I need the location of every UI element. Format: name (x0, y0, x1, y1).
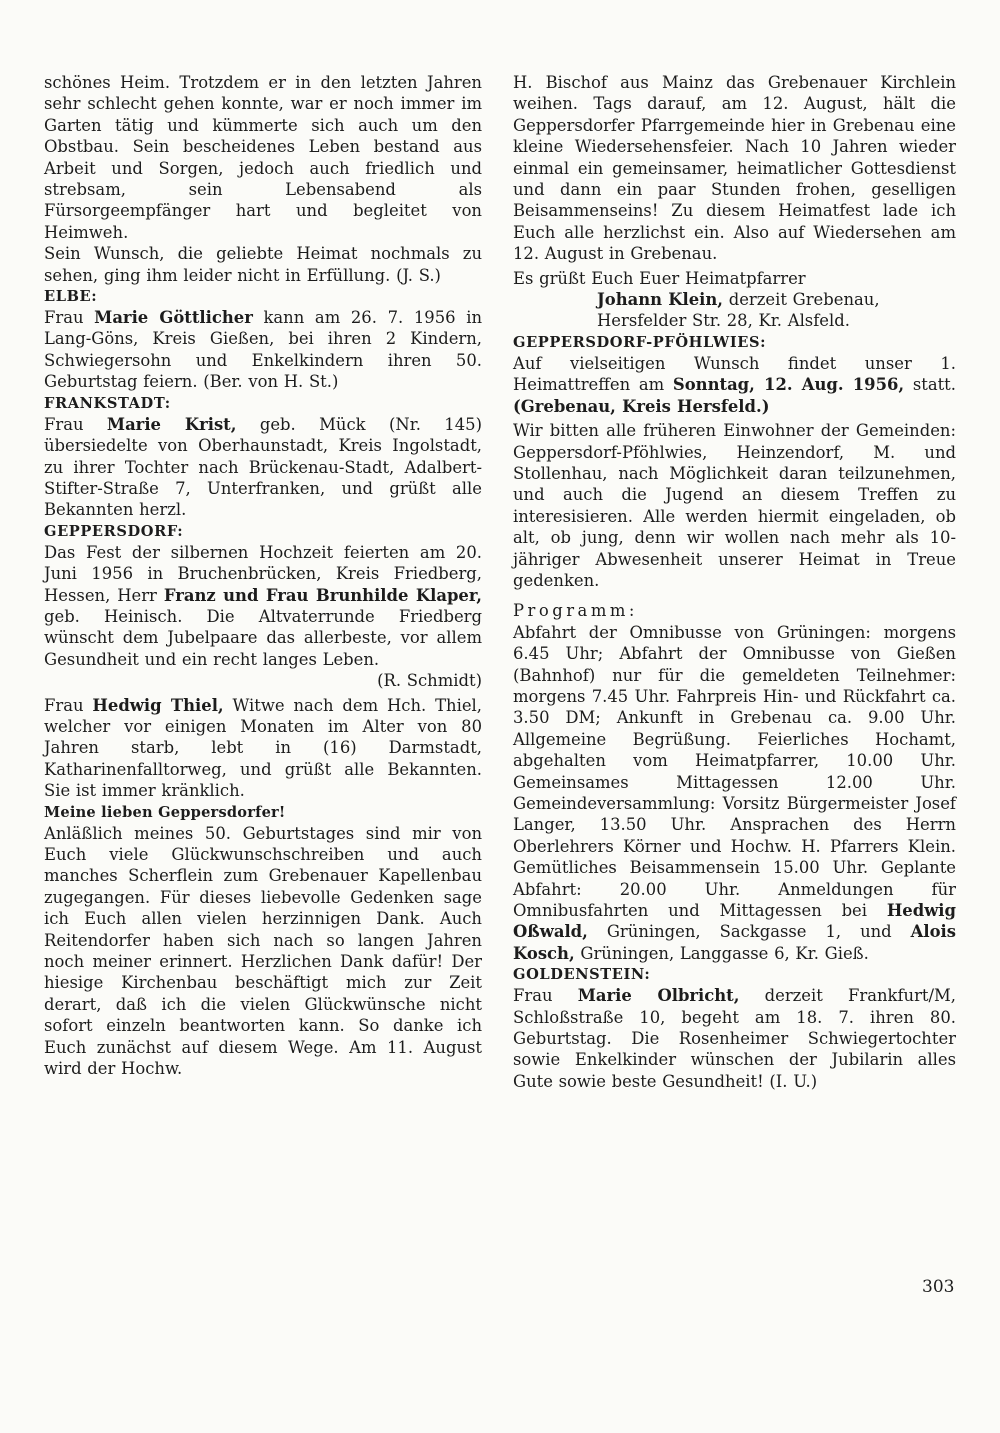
section-heading-goldenstein: GOLDENSTEIN: (513, 966, 651, 984)
text-run: Auf vielseitigen Wunsch findet unser 1. Heimattreffen am (513, 353, 956, 395)
text-run: Grüningen, Sackgasse 1, und (587, 922, 911, 942)
bold-name: Hedwig Oßwald, (513, 901, 956, 942)
letter-paragraph (44, 823, 482, 1080)
text-run: geb. Heinisch. Die Altvaterrunde Friedberg wünscht dem Jubelpaare das allerbeste, vor allem Gesundheit und ein recht langes Leben. (44, 606, 482, 669)
letter-continuation-paragraph (513, 72, 956, 265)
section-heading-geppersdorf-pfoehlwies: GEPPERSDORF-PFÖHLWIES: (513, 333, 767, 351)
invitation-paragraph (513, 420, 956, 591)
text-run: Wir bitten alle früheren Einwohner der Gemeinden: Geppersdorf-Pföhlwies, Heinzendorf, M. und Stollenhau, nach Möglichkeit daran teilzunehmen, und auch die Jugend an diesem Treffen zu interesisieren. Alle werden hiermit eingeladen, ob alt, ob jung, denn wir wollen nach mehr als 10-jähriger Abwesenheit unserer Heimat in Treue gedenken. (513, 421, 956, 590)
text-run: Es grüßt Euch Euer Heimatpfarrer (513, 268, 806, 288)
goldenstein-paragraph (513, 985, 956, 1092)
text-run: Frau (44, 695, 93, 715)
section-heading-elbe: ELBE: (44, 288, 98, 306)
text-run: Das Fest der silbernen Hochzeit feierten am 20. Juni 1956 in Bruchenbrücken, Kreis Friedberg, Hessen, Herr (44, 542, 482, 605)
signature-klein (513, 289, 956, 310)
text-run: Abfahrt der Omnibusse von Grüningen: morgens 6.45 Uhr; Abfahrt der Omnibusse von Gießen (Bahnhof) nur für die gemeldeten Teilnehmer: morgens 7.45 Uhr. Fahrpreis Hin- und Rückfahrt ca. 3.50 DM; Ankunft in Grebenau ca. 9.00 Uhr. Allgemeine Begrüßung. Feierliches Hochamt, abgehalten vom Heimatpfarrer, 10.00 Uhr. Gemeinsames Mittagessen 12.00 Uhr. Gemeindeversammlung: Vorsitz Bürgermeister Josef Langer, 13.50 Uhr. Ansprachen des Herrn Oberlehrers Körner und Hochw. H. Pfarrers Klein. Gemütliches Beisammensein 15.00 Uhr. Geplante Abfahrt: 20.00 Uhr. Anmeldungen für Omnibusfahrten und Mittagessen bei (513, 622, 956, 921)
text-run: schönes Heim. Trotzdem er in den letzten Jahren sehr schlecht gehen konnte, war er noch immer im Garten tätig und kümmerte sich auch um den Obstbau. Sein bescheidenes Leben bestand aus Arbeit und Sorgen, jedoch auch friedlich und strebsam, sein Lebensabend als Fürsorgeempfänger hart und begleitet von Heimweh. (44, 73, 482, 242)
obituary-paragraph (44, 72, 482, 243)
text-run: Sein Wunsch, die geliebte Heimat nochmals zu sehen, ging ihm leider nicht in Erfüllung. (J. S.) (44, 244, 482, 285)
hedwig-thiel-paragraph (44, 695, 482, 802)
signature-schmidt: (R. Schmidt) (377, 671, 482, 691)
text-run: Grüningen, Langgasse 6, Kr. Gieß. (574, 943, 869, 963)
section-heading-frankstadt: FRANKSTADT: (44, 394, 171, 412)
bold-name: Marie Krist, (106, 414, 237, 434)
text-run: kann am 26. 7. 1956 in Lang-Göns, Kreis Gießen, bei ihren 2 Kindern, Schwiegersohn und Enkelkindern ihren 50. Geburtstag feiern. (Ber. von H. St.) (44, 308, 482, 392)
bold-name: Alois Kosch, (513, 922, 956, 963)
frankstadt-paragraph (44, 414, 482, 521)
bold-name: Hedwig Thiel, (92, 695, 224, 715)
bold-name: Sonntag, 12. Aug. 1956, (672, 375, 905, 395)
page-number: 303 (922, 1277, 955, 1297)
greeting-line (513, 268, 956, 289)
bold-name: Marie Olbricht, (577, 986, 740, 1006)
bold-name: Johann Klein, (597, 290, 724, 310)
letter-heading: Meine lieben Geppersdorfer! (44, 803, 286, 821)
program-label: Programm: (513, 601, 638, 621)
section-heading-geppersdorf: GEPPERSDORF: (44, 522, 184, 540)
text-run: H. Bischof aus Mainz das Grebenauer Kirchlein weihen. Tags darauf, am 12. August, hält die Geppersdorfer Pfarrgemeinde hier in Grebenau eine kleine Wiedersehensfeier. Nach 10 Jahren wieder einmal ein gemeinsamer, heimatlicher Gottesdienst und dann ein paar Stunden frohen, geselligen Beisammenseins! Zu diesem Heimatfest lade ich Euch alle herzlichst ein. Also auf Wiedersehen am 12. August in Grebenau. (513, 73, 956, 264)
text-run: statt. (904, 375, 956, 395)
text-run: derzeit Grebenau, (723, 290, 880, 310)
text-run: Frau (513, 986, 578, 1006)
elbe-paragraph (44, 307, 482, 393)
right-column (513, 72, 956, 1092)
bold-name: Marie Göttlicher (94, 308, 253, 328)
signature-address: Hersfelder Str. 28, Kr. Alsfeld. (597, 311, 850, 331)
text-run: derzeit Frankfurt/M, Schloßstraße 10, begeht am 18. 7. ihren 80. Geburtstag. Die Rosenheimer Schwiegertochter sowie Enkelkinder wünschen der Jubilarin alles Gute sowie beste Gesundheit! (I. U.) (513, 986, 957, 1091)
bold-name: (Grebenau, Kreis Hersfeld.) (513, 396, 770, 416)
meeting-announcement (513, 353, 956, 417)
text-run: geb. Mück (Nr. 145) übersiedelte von Oberhaunstadt, Kreis Ingolstadt, zu ihrer Tochter nach Brückenau-Stadt, Adalbert-Stifter-Straße 7, Unterfranken, und grüßt alle Bekannten herzl. (44, 414, 482, 520)
text-run: Anläßlich meines 50. Geburtstages sind mir von Euch viele Glückwunschschreiben und auch manches Scherflein zum Grebenauer Kapellenbau zugegangen. Für dieses liebevolle Gedenken sage ich Euch allen vielen herzinnigen Dank. Auch Reitendorfer haben sich nach so langen Jahren noch meiner erinnert. Herzlichen Dank dafür! Der hiesige Kirchenbau beschäftigt mich zur Zeit derart, daß ich die vielen Glückwünsche nicht sofort einzeln beantworten kann. So danke ich Euch zunächst auf diesem Wege. Am 11. August wird der Hochw. (44, 823, 482, 1079)
left-column (44, 72, 482, 1079)
text-run: Frau (44, 414, 107, 434)
text-run: Witwe nach dem Hch. Thiel, welcher vor einigen Monaten im Alter von 80 Jahren starb, lebt in (16) Darmstadt, Katharinenfalltorweg, und grüßt alle Bekannten. Sie ist immer kränklich. (44, 695, 482, 801)
silver-wedding-paragraph (44, 542, 482, 670)
program-paragraph (513, 622, 956, 965)
text-run: Frau (44, 308, 95, 328)
obituary-closing-paragraph (44, 243, 482, 286)
bold-name: Franz und Frau Brunhilde Klaper, (163, 585, 482, 605)
